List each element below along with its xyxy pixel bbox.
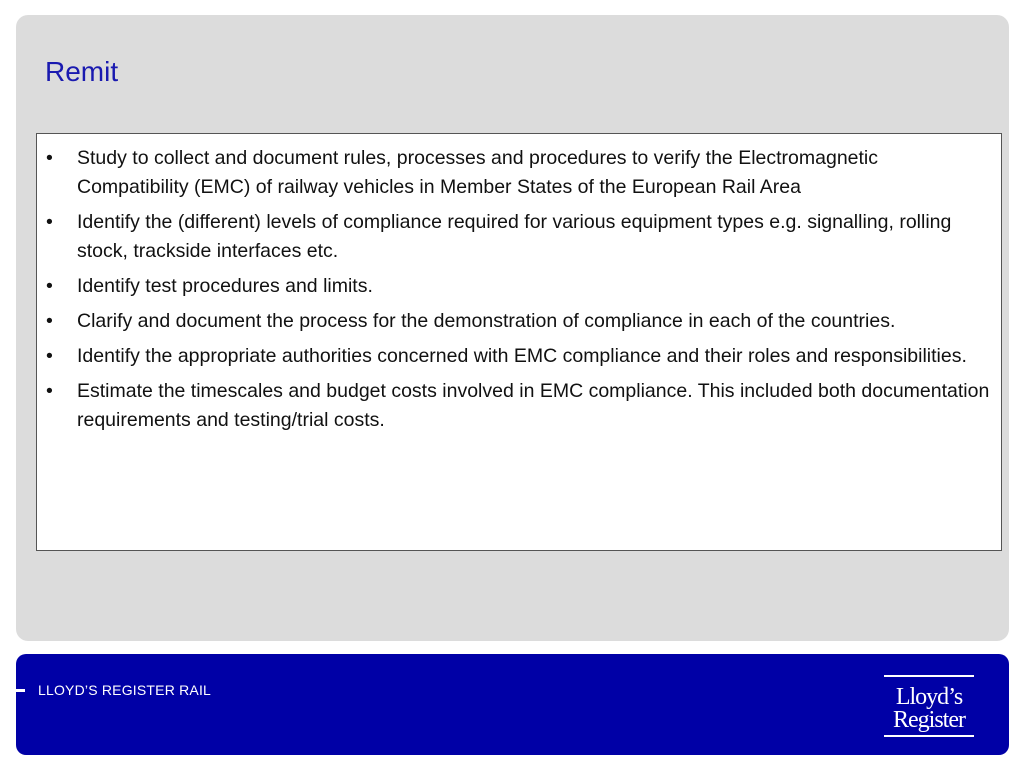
lloyds-register-logo bbox=[882, 674, 976, 738]
bullet-icon: • bbox=[46, 211, 53, 233]
bullet-icon: • bbox=[46, 275, 53, 297]
footer-tick-mark bbox=[16, 689, 25, 692]
bullet-item-5 bbox=[37, 342, 991, 371]
bullet-text: Clarify and document the process for the demonstration of compliance in each of the countries. bbox=[77, 310, 896, 332]
bullet-icon: • bbox=[46, 147, 53, 169]
bullet-text: Study to collect and document rules, processes and procedures to verify the Electromagnetic Compatibility (EMC) of railway vehicles in Member States of the European Rail Area bbox=[77, 147, 879, 198]
bullet-icon: • bbox=[46, 310, 53, 332]
bullet-text-box bbox=[36, 133, 1002, 551]
footer-label: LLOYD’S REGISTER RAIL bbox=[38, 682, 212, 698]
bullet-item-2 bbox=[37, 208, 991, 266]
slide-title: Remit bbox=[45, 56, 119, 87]
bullet-item-1 bbox=[37, 144, 991, 202]
bullet-icon: • bbox=[46, 345, 53, 367]
bullet-item-6 bbox=[37, 377, 991, 435]
bullet-item-4 bbox=[37, 307, 991, 336]
bullet-icon: • bbox=[46, 380, 53, 402]
bullet-text: Identify the (different) levels of compliance required for various equipment types e.g. signalling, rolling stock, trackside interfaces etc. bbox=[77, 211, 952, 262]
bullet-text: Identify the appropriate authorities concerned with EMC compliance and their roles and responsibilities. bbox=[77, 345, 967, 367]
bullet-text: Estimate the timescales and budget costs involved in EMC compliance. This included both documentation requirements and testing/trial costs. bbox=[77, 380, 990, 431]
bullet-item-3 bbox=[37, 272, 991, 301]
logo-text-line2: Register bbox=[893, 707, 965, 733]
bullet-text: Identify test procedures and limits. bbox=[77, 275, 373, 297]
footer-band bbox=[16, 654, 1009, 755]
logo-text-line1: Lloyd’s bbox=[895, 684, 963, 710]
bullet-list bbox=[37, 134, 1001, 435]
